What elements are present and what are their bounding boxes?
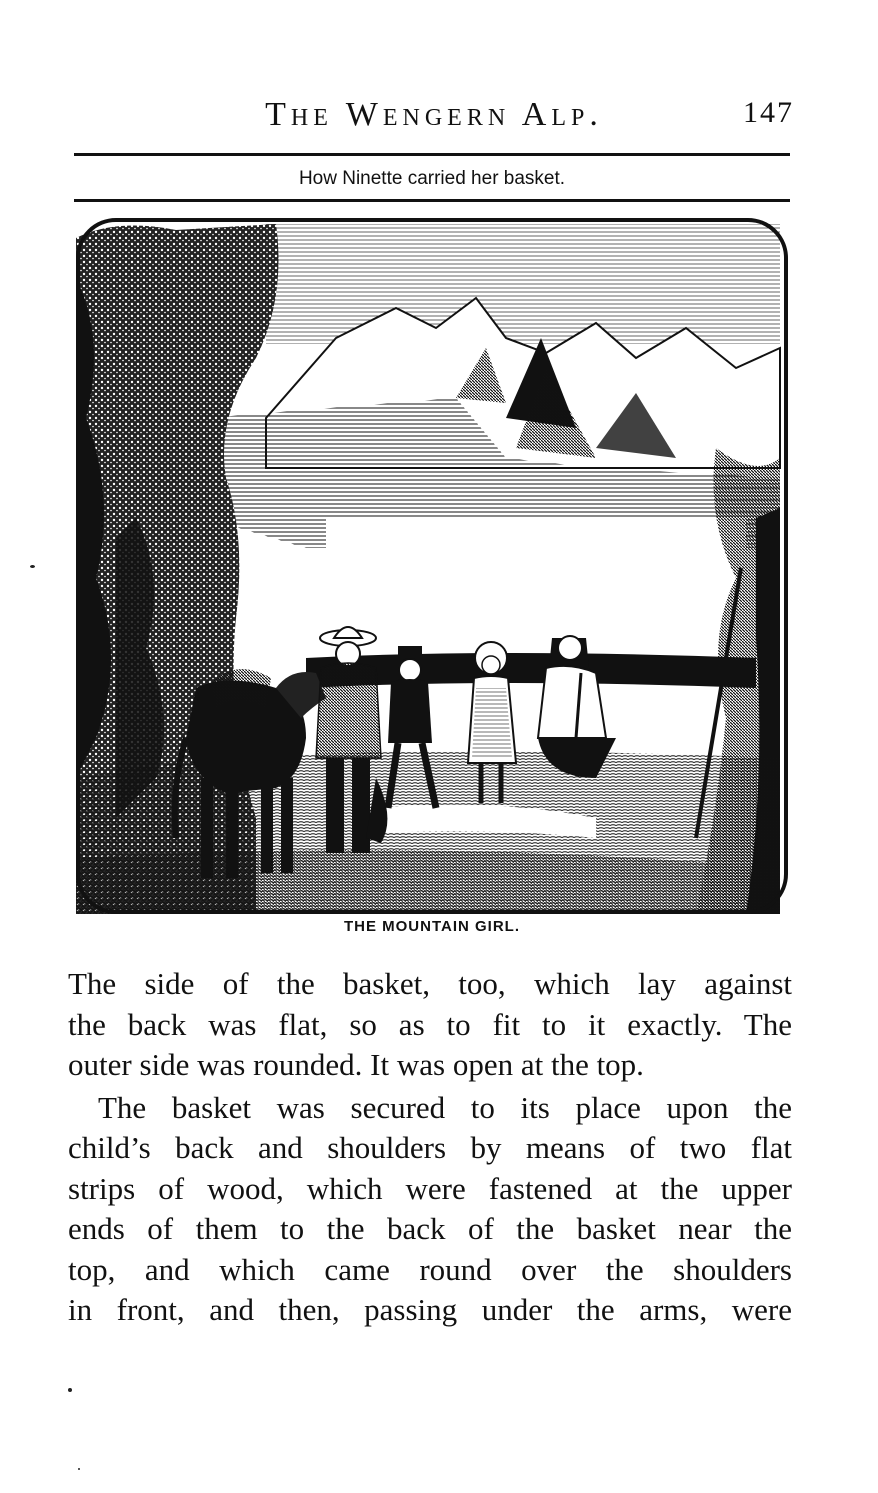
sky [266, 224, 780, 344]
illustration-caption: THE MOUNTAIN GIRL. [343, 918, 521, 935]
print-speck [30, 565, 35, 568]
header-rule-top [74, 153, 790, 156]
running-title: The Wengern Alp. [265, 96, 603, 133]
text-line: The side of the basket, too, which lay against [68, 966, 792, 1001]
text-line: The basket was secured to its place upon the [98, 1089, 792, 1125]
text-line: strips of wood, which were fastened at the upper [68, 1170, 792, 1206]
print-speck [68, 1388, 72, 1392]
running-head [74, 96, 794, 140]
subheading: How Ninette carried her basket. [298, 168, 566, 189]
text-line: in front, and then, passing under the arms, were [68, 1292, 792, 1327]
text-line: child’s back and shoulders by means of two flat [68, 1130, 792, 1165]
mist-area [326, 518, 746, 668]
text-line: ends of them to the back of the basket near the [68, 1211, 792, 1246]
paragraph-2 [68, 1088, 792, 1331]
body-text [68, 964, 792, 1333]
text-line: outer side was rounded. It was open at the top. [68, 1047, 644, 1082]
header-rule-bottom [74, 199, 790, 202]
text-line: top, and which came round over the shoulders [68, 1251, 792, 1287]
text-line: the back was flat, so as to fit to it exactly. The [68, 1006, 792, 1042]
paragraph-1 [68, 964, 792, 1086]
engraving-illustration [76, 218, 788, 914]
page-number: 147 [743, 96, 794, 129]
print-speck [78, 1468, 80, 1470]
